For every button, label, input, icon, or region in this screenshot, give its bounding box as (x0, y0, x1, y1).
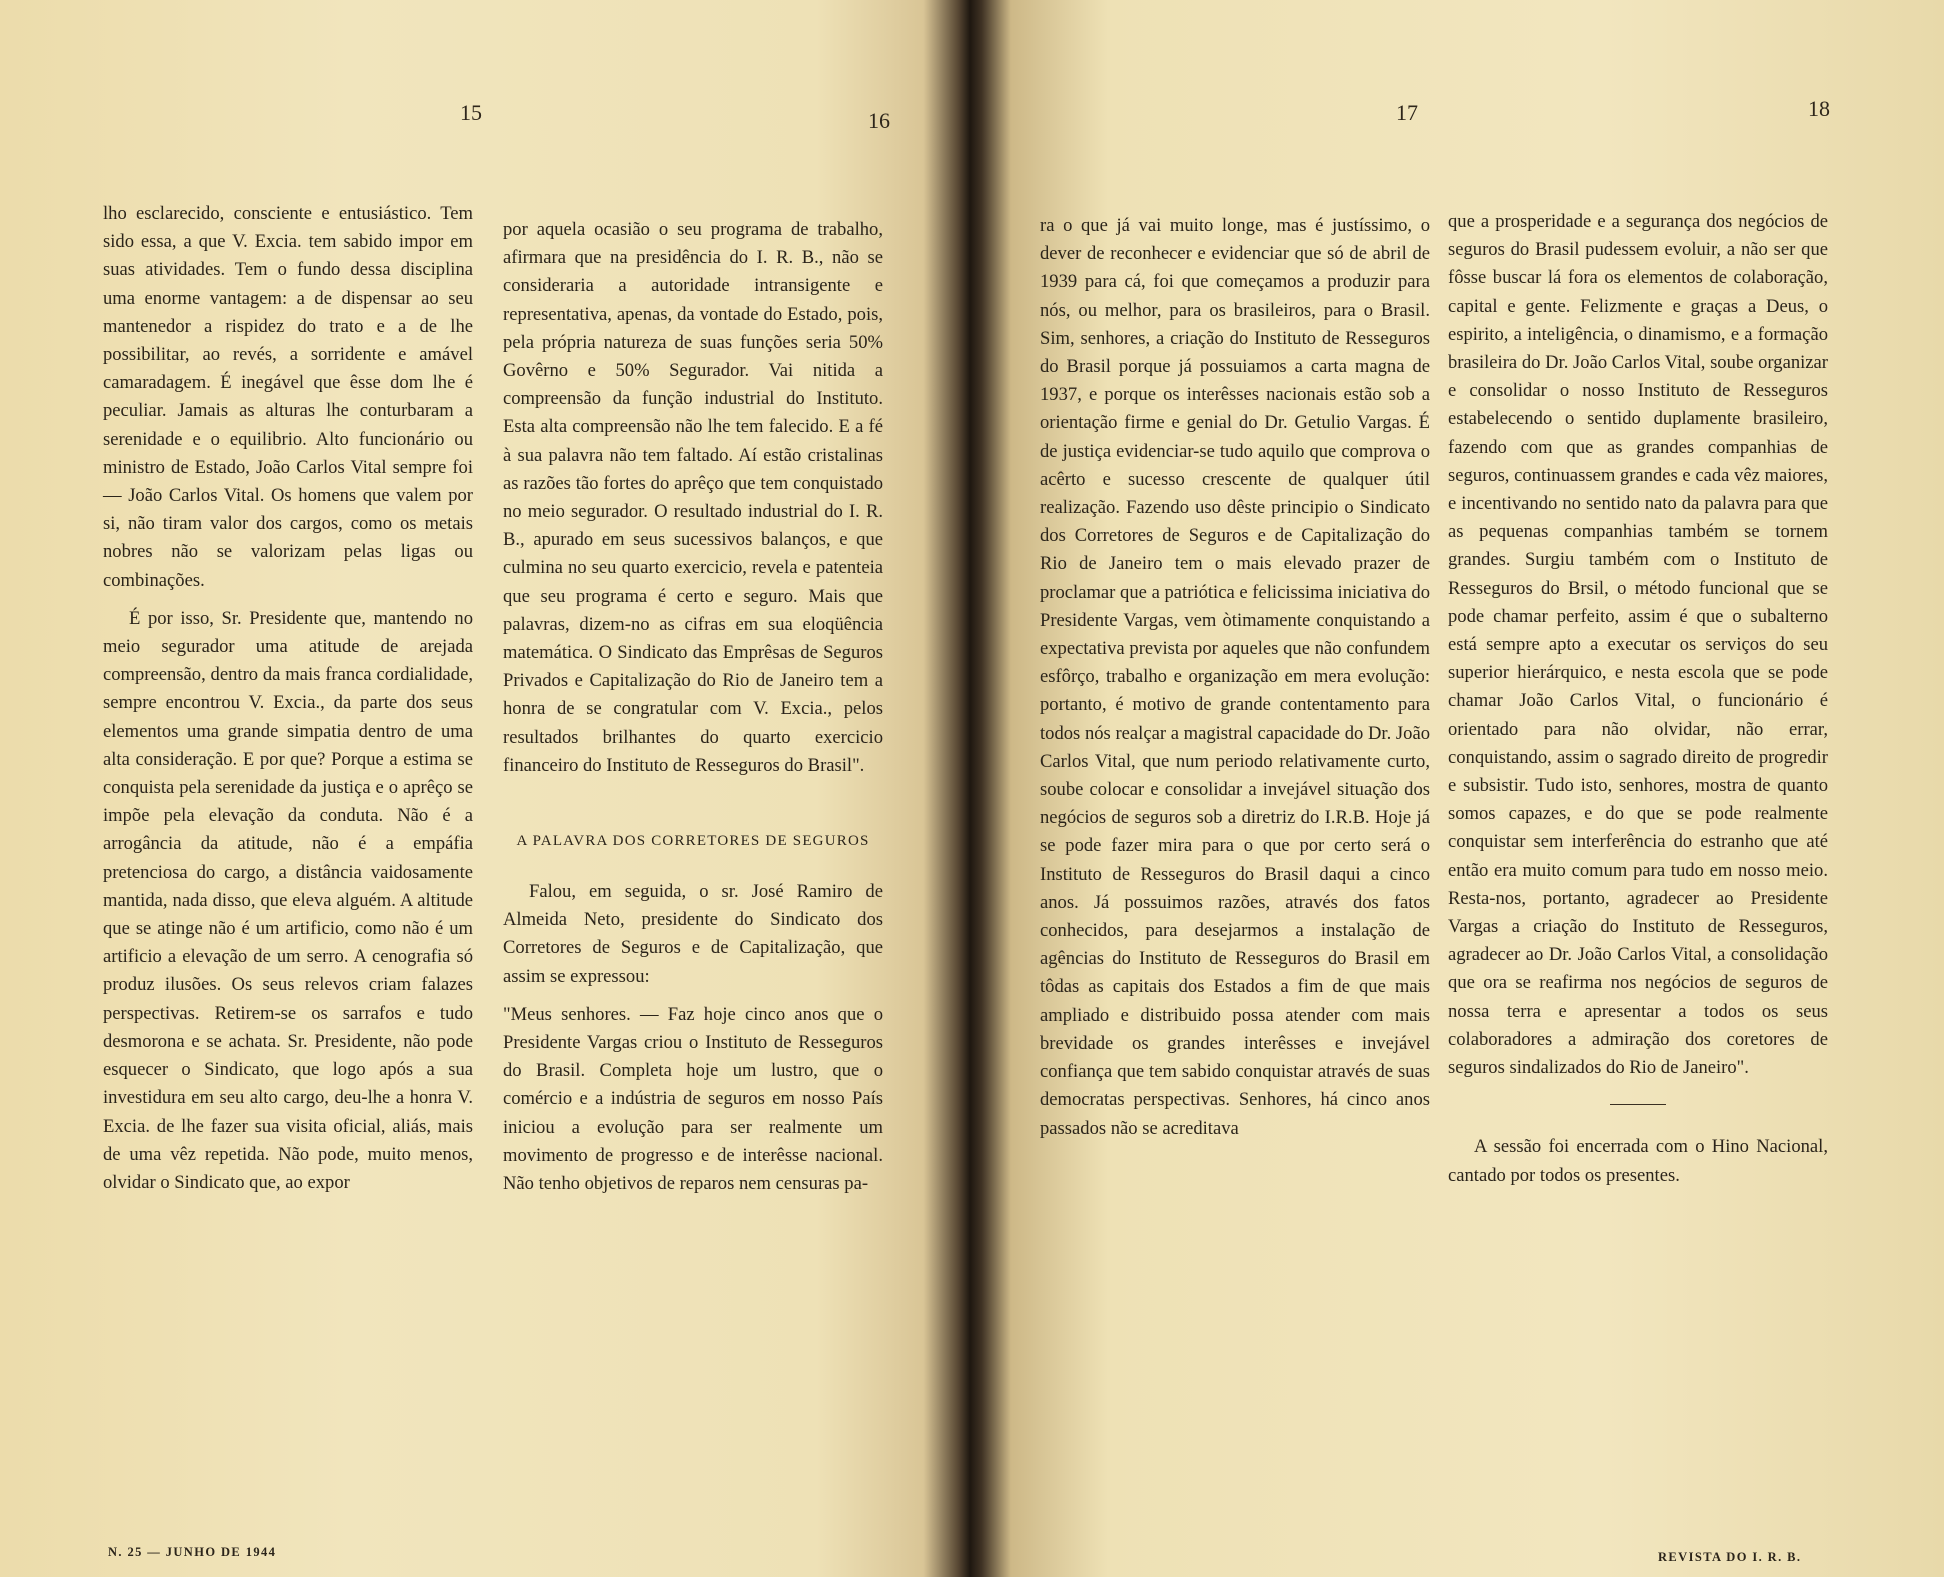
page-16-paragraph-2: Falou, em seguida, o sr. José Ramiro de Almeida Neto, presidente do Sindicato dos Corretores de Seguros e de Capitalização, que assim se expressou: (503, 881, 883, 987)
footer-issue-date: N. 25 — JUNHO DE 1944 (108, 1545, 277, 1559)
closing-divider (1610, 1104, 1666, 1105)
page-16-column (503, 216, 883, 1198)
page-number-18: 18 (1808, 96, 1830, 121)
page-18-paragraph-1: que a prosperidade e a segurança dos negócios de seguros do Brasil pudessem evoluir, a não ser que fôsse buscar lá fora os elementos de colaboração, capital e gente. Felizmente e graças a Deus, o espirito, a inteligência, o dinamismo, e a formação brasileira do Dr. João Carlos Vital, soube organizar e consolidar o nosso Instituto de Resseguros estabelecendo o sentido duplamente brasileiro, fazendo com que as grandes companhias de seguros, continuassem grandes e cada vêz maiores, e incentivando no sentido nato da palavra para que as pequenas companhias também se tornem grandes. Surgiu também com o Instituto de Resseguros do Brsil, o método funcional que se pode chamar perfeito, assim é que o subalterno está sempre apto a executar os serviços do seu superior hierárquico, e nesta escola que se pode chamar João Carlos Vital, o funcionário é orientado para não olvidar, não errar, conquistando, assim o sagrado direito de progredir e subsistir. Tudo isto, senhores, mostra de quanto somos capazes, e do que se pode realmente conquistar sem interferência do estranho que até então era muito comum para tudo em nosso meio. Resta-nos, portanto, agradecer ao Presidente Vargas a criação do Instituto de Resseguros, agradecer ao Dr. João Carlos Vital, a consolidação que ora se reafirma nos negócios de seguros de nossa terra e apresentar a todos os seus colaboradores a admiração dos coretores de seguros sindalizados do Rio de Janeiro". (1448, 211, 1829, 1079)
page-15-paragraph-1: lho esclarecido, consciente e entusiástico. Tem sido essa, a que V. Excia. tem sabido impor em suas atividades. Tem o fundo dessa disciplina uma enorme vantagem: a de dispensar ao seu mantenedor a rispidez do trato e a de lhe possibilitar, ao revés, a sorridente e amável camaradagem. É inegável que êsse dom lhe é peculiar. Jamais as alturas lhe conturbaram a serenidade e o equilibrio. Alto funcionário ou ministro de Estado, João Carlos Vital sempre foi — João Carlos Vital. Os homens que valem por si, não tiram valor dos cargos, como os metais nobres não se valorizam pelas ligas ou combinações. (103, 203, 473, 591)
section-heading-corretores: A PALAVRA DOS CORRETORES DE SEGUROS (516, 833, 870, 850)
page-number-16: 16 (868, 108, 890, 133)
page-number-17: 17 (1396, 100, 1418, 125)
page-17-column (1040, 212, 1430, 1143)
page-16-paragraph-3: "Meus senhores. — Faz hoje cinco anos que o Presidente Vargas criou o Instituto de Resseguros do Brasil. Completa hoje um lustro, que o comércio e a indústria de seguros em nosso País iniciou a evolução para ser realmente um movimento de progresso e de interêsse nacional. Não tenho objetivos de reparos nem censuras pa- (503, 1003, 883, 1195)
page-15-column (103, 200, 473, 1197)
page-15-paragraph-2: É por isso, Sr. Presidente que, mantendo no meio segurador uma atitude de arejada compreensão, dentro da mais franca cordialidade, sempre encontrou V. Excia., da parte dos seus elementos uma grande simpatia dentro de uma alta consideração. E por que? Porque a estima se conquista pela serenidade da justiça e o aprêço se impõe pela elevação da conduta. Não é a arrogância da atitude, não é a empáfia pretenciosa do cargo, a distância vaidosamente mantida, nada disso, que eleva alguém. A altitude que se atinge não é um artificio, como não é um artificio a elevação de um serro. A cenografia só produz ilusões. Os seus relevos criam falazes perspectivas. Retirem-se os sarrafos e tudo desmorona e se achata. Sr. Presidente, não pode esquecer o Sindicato, que logo após a sua investidura em seu alto cargo, deu-lhe a honra V. Excia. de lhe fazer sua visita oficial, aliás, mais de uma vêz repetida. Não pode, muito menos, olvidar o Sindicato que, ao expor (103, 607, 473, 1193)
page-number-15: 15 (460, 100, 482, 125)
footer-magazine-title: REVISTA DO I. R. B. (1658, 1550, 1802, 1564)
page-16-paragraph-1: por aquela ocasião o seu programa de trabalho, afirmara que na presidência do I. R. B., não se consideraria a autoridade intransigente e representativa, apenas, da vontade do Estado, pois, pela própria natureza de suas funções seria 50% Govêrno e 50% Segurador. Vai nitida a compreensão da função industrial do Instituto. Esta alta compreensão não lhe tem falecido. E a fé à sua palavra não tem faltado. Aí estão cristalinas as razões tão fortes do aprêço que tem conquistado no meio segurador. O resultado industrial do I. R. B., apurado em seus sucessivos balanços, e que culmina no seu quarto exercicio, revela e patenteia que seu programa é certo e seguro. Mais que palavras, dizem-no as cifras em sua eloqüência matemática. O Sindicato das Emprêsas de Seguros Privados e Capitalização do Rio de Janeiro tem a honra de se congratular com V. Excia., pelos resultados brilhantes do quarto exercicio financeiro do Instituto de Resseguros do Brasil". (503, 219, 883, 776)
page-18-paragraph-2: A sessão foi encerrada com o Hino Nacional, cantado por todos os presentes. (1448, 1136, 1828, 1186)
page-17-paragraph-1: ra o que já vai muito longe, mas é justíssimo, o dever de reconhecer e evidenciar que só de abril de 1939 para cá, foi que começamos a produzir para nós, ou melhor, para os brasileiros, para o Brasil. Sim, senhores, a criação do Instituto de Resseguros do Brasil porque já possuiamos a carta magna de 1937, e porque os interêsses nacionais estão sob a orientação firme e genial do Dr. Getulio Vargas. É de justiça evidenciar-se tudo aquilo que comprova o acêrto e sucesso crescente de qualquer útil realização. Fazendo uso dêste principio o Sindicato dos Corretores de Seguros e de Capitalização do Rio de Janeiro tem o mais elevado prazer de proclamar que a patriótica e felicissima iniciativa do Presidente Vargas, vem òtimamente conquistando a expectativa prevista por aqueles que não confundem esfôrço, trabalho e organização em mera evolução: portanto, é motivo de grande contentamento para todos nós realçar a magistral capacidade do Dr. João Carlos Vital, que num periodo relativamente curto, soube colocar e consolidar a invejável situação dos negócios de seguros sob a diretriz do I.R.B. Hoje já se pode fazer mira para o que por certo será o Instituto de Resseguros do Brasil daqui a cinco anos. Já possuimos razões, através dos fatos conhecidos, para desejarmos a instalação de agências do Instituto de Resseguros do Brasil em tôdas as capitais dos Estados a fim de que mais ampliado e distribuido possa atender com mais brevidade os grandes interêsses e invejável confiança que tem sabido conquistar através de suas democratas perspectivas. Senhores, há cinco anos passados não se acreditava (1040, 215, 1430, 1139)
page-18-column (1448, 208, 1828, 1190)
